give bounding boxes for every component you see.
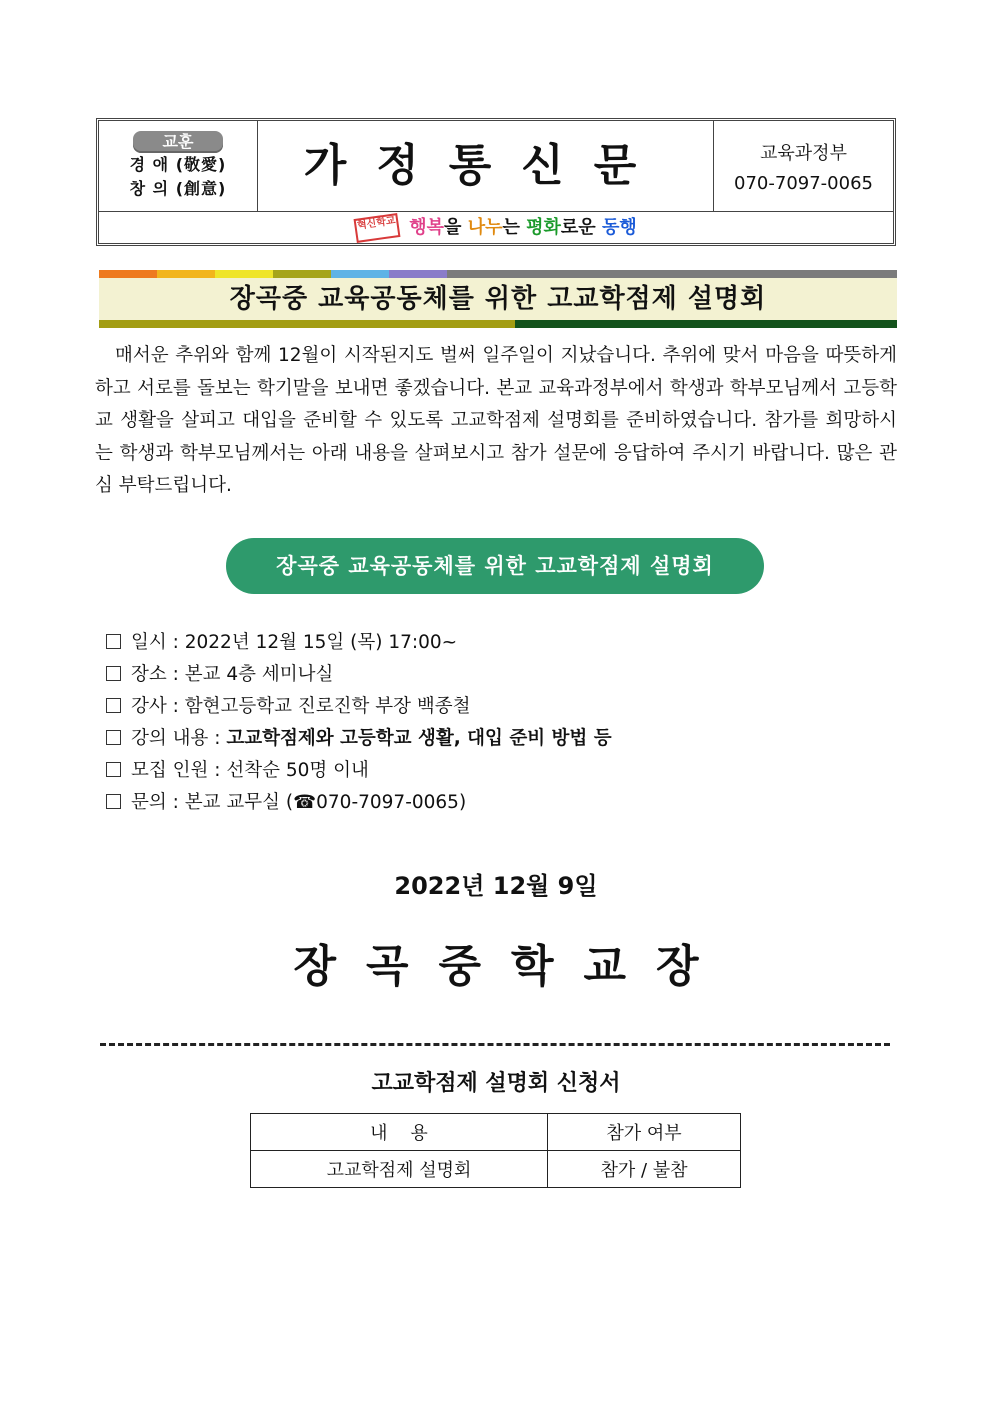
department-phone: 070-7097-0065 [734,173,873,194]
form-title: 고교학점제 설명회 신청서 [371,1071,621,1096]
newsletter-title: 가정통신문 [303,140,667,191]
motto-badge: 교훈 [133,131,223,153]
event-details-list [106,627,612,819]
checkbox-icon [106,730,121,745]
list-item [106,787,612,819]
stripe-segment [273,270,331,278]
stripe-segment [389,270,447,278]
list-item [106,659,612,691]
contact-value: 본교 교무실 (☎070-7097-0065) [184,792,467,813]
stripe-segment [331,270,389,278]
col1-header-text: 내 용 [370,1123,428,1144]
header-cell-content [251,1114,548,1151]
slogan-word-3: 평화 [526,217,561,238]
content-value: 고교학점제와 고등학교 생활, 대입 준비 방법 등 [226,728,612,749]
list-item [106,691,612,723]
checkbox-icon [106,634,121,649]
application-form-table [250,1113,741,1188]
principal-signature: 장곡중학교장 [293,941,729,992]
header-top-row [99,121,893,212]
stripe-segment [99,270,157,278]
checkbox-icon [106,666,121,681]
slogan-word-2: 나누 [467,217,503,238]
checkbox-icon [106,698,121,713]
list-item [106,755,612,787]
cut-line-divider [100,1043,890,1046]
slogan-particle-1: 을 [444,217,468,238]
date-label: 일시 : [131,632,185,653]
cell-attendance-choice[interactable]: 참가 / 불참 [548,1151,741,1188]
checkbox-icon [106,794,121,809]
slogan-row [99,211,893,243]
school-motto [99,121,258,211]
list-item [106,723,612,755]
speaker-value: 함현고등학교 진로진학 부장 백종철 [184,696,471,717]
place-label: 장소 : [131,664,185,685]
table-row [251,1151,741,1188]
place-value: 본교 4층 세미나실 [184,664,334,685]
motto-line-2: 창 의 (創意) [129,179,227,198]
slogan-word-1: 행복 [409,217,445,238]
stripe-segment [215,270,273,278]
stripe-segment [157,270,215,278]
innovation-school-stamp-icon: 혁신학교 [354,213,401,243]
recruit-value: 선착순 50명 이내 [226,760,369,781]
recruit-label: 모집 인원 : [131,760,227,781]
department-info [713,121,893,211]
header-cell-attendance: 참가 여부 [548,1114,741,1151]
bottom-bar-left [99,320,515,328]
speaker-label: 강사 : [131,696,185,717]
content-label: 강의 내용 : [131,728,227,749]
event-title-pill: 장곡중 교육공동체를 위한 고교학점제 설명회 [226,538,764,594]
intro-paragraph: 매서운 추위와 함께 12월이 시작된지도 벌써 일주일이 지났습니다. 추위에 맞서 마음을 따뜻하게 하고 서로를 돌보는 학기말을 보내면 좋겠습니다. 본교 교육과정부에서 학생과 학부모님께서 고등학교 생활을 살피고 대입을 준비할 수 있도록 고교학점제 설명회를 준비하였습니다. 참가를 희망하시는 학생과 학부모님께서는 아래 내용을 살펴보시고 참가 설문에 응답하여 주시기 바랍니다. 많은 관심 부탁드립니다. [95,345,897,496]
slogan-particle-3: 로운 [560,217,602,238]
newsletter-header [96,118,896,246]
stripe-segment [447,270,897,278]
list-item [106,627,612,659]
bottom-bar-right [515,320,897,328]
cell-content: 고교학점제 설명회 [251,1151,548,1188]
checkbox-icon [106,762,121,777]
issue-date: 2022년 12월 9일 [394,872,598,900]
motto-line-1: 경 애 (敬愛) [129,155,227,174]
slogan-word-4: 동행 [601,217,637,238]
banner-bottom-bar [99,320,897,328]
section-title: 장곡중 교육공동체를 위한 고교학점제 설명회 [99,278,897,320]
slogan-particle-2: 는 [502,217,527,238]
color-stripe [99,270,897,278]
department-name: 교육과정부 [760,143,847,164]
contact-label: 문의 : [131,792,185,813]
table-row [251,1114,741,1151]
date-value: 2022년 12월 15일 (목) 17:00~ [184,632,458,653]
